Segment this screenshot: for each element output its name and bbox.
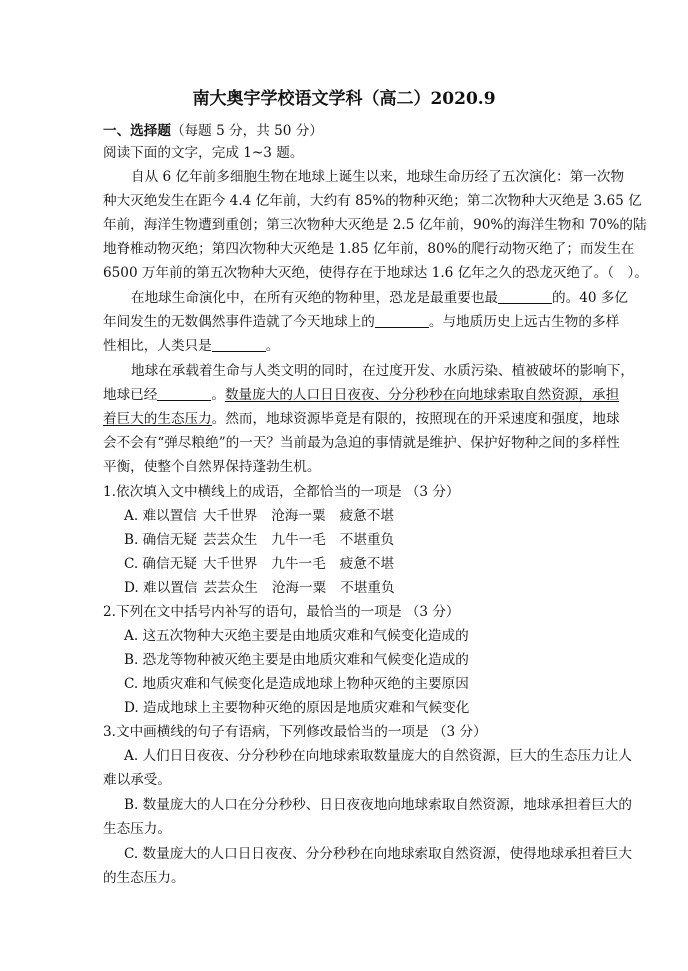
passage-p2-line: 性相比，人类只是 。 bbox=[103, 338, 280, 354]
fill-blank bbox=[375, 313, 429, 328]
question-3-option: B. 数量庞大的人口在分分秒秒、日日夜夜地向地球索取自然资源，地球承担着巨大的 bbox=[124, 797, 633, 813]
passage-p1-line: 地脊椎动物灭绝；第四次物种大灭绝是 1.85 亿年前，80%的爬行动物灭绝了；而发生在 bbox=[103, 241, 635, 257]
passage-p1-line: 自从 6 亿年前多细胞生物在地球上诞生以来，地球生命历经了五次演化：第一次物 bbox=[131, 169, 625, 185]
section-note: （每题 5 分，共 50 分） bbox=[170, 123, 323, 139]
question-2-option: B. 恐龙等物种被灭绝主要是由地质灾难和气候变化造成的 bbox=[124, 652, 469, 668]
section-heading bbox=[103, 121, 323, 141]
question-3-option: C. 数量庞大的人口日日夜夜、分分秒秒在向地球索取自然资源，使得地球承担着巨大 bbox=[124, 846, 632, 862]
question-3-option-cont: 生态压力。 bbox=[103, 821, 171, 837]
exam-title: 南大奥宇学校语文学科（高二）2020.9 bbox=[192, 89, 496, 109]
passage-p1-line: 种大灭绝发生在距今 4.4 亿年前，大约有 85%的物种灭绝；第二次物种大灭绝是 3.65 亿 bbox=[103, 193, 642, 209]
question-1-option: B. 确信无疑 芸芸众生 九牛一毛 不堪重负 bbox=[124, 532, 395, 548]
question-3-stem: 3.文中画横线的句子有语病，下列修改最恰当的一项是 （3 分） bbox=[103, 724, 487, 740]
fill-blank bbox=[498, 289, 552, 304]
question-1-option: A. 难以置信 大千世界 沧海一粟 疲惫不堪 bbox=[124, 508, 394, 524]
passage-p3-line: 着巨大的生态压力。然而，地球资源毕竟是有限的，按照现在的开采速度和强度，地球 bbox=[103, 411, 620, 427]
question-3-option: A. 人们日日夜夜、分分秒秒在向地球索取数量庞大的自然资源，巨大的生态压力让人 bbox=[124, 748, 632, 764]
passage-p3-line: 会不会有“弹尽粮绝”的一天？当前最为急迫的事情就是维护、保护好物种之间的多样性 bbox=[103, 435, 620, 451]
underlined-sentence: 数量庞大的人口日日夜夜、分分秒秒在向地球索取自然资源，承担 bbox=[224, 387, 620, 403]
passage-p2-line: 年间发生的无数偶然事件造就了今天地球上的 。与地质历史上远古生物的多样 bbox=[103, 314, 620, 330]
passage-p3-line: 地球在承载着生命与人类文明的同时，在过度开发、水质污染、植被破坏的影响下， bbox=[131, 363, 634, 379]
reading-instruction: 阅读下面的文字，完成 1~3 题。 bbox=[103, 145, 304, 161]
question-1-option: D. 难以置信 芸芸众生 沧海一粟 不堪重负 bbox=[124, 580, 395, 596]
question-2-option: D. 造成地球上主要物种灭绝的原因是地质灾难和气候变化 bbox=[124, 700, 470, 716]
fill-blank bbox=[157, 386, 211, 401]
question-3-option-cont: 的生态压力。 bbox=[103, 870, 185, 886]
passage-p1-line: 6500 万年前的第五次物种大灭绝，使得存在于地球达 1.6 亿年之久的恐龙灭绝了。（ ）。 bbox=[103, 265, 648, 281]
question-1-option: C. 确信无疑 大千世界 九牛一毛 疲惫不堪 bbox=[124, 556, 395, 572]
section-label: 一、选择题 bbox=[103, 123, 171, 139]
passage-p2-line: 在地球生命演化中，在所有灭绝的物种里，恐龙是最重要也最 的。40 多亿 bbox=[131, 290, 629, 306]
passage-p1-line: 年前，海洋生物遭到重创；第三次物种大灭绝是 2.5 亿年前，90%的海洋生物和 70%的陆 bbox=[103, 217, 647, 233]
question-2-option: C. 地质灾难和气候变化是造成地球上物种灭绝的主要原因 bbox=[124, 676, 469, 692]
question-3-option-cont: 难以承受。 bbox=[103, 772, 171, 788]
question-1-stem: 1.依次填入文中横线上的成语，全都恰当的一项是 （3 分） bbox=[103, 484, 460, 500]
passage-p3-line: 平衡，使整个自然界保持蓬勃生机。 bbox=[103, 459, 321, 475]
question-2-stem: 2.下列在文中括号内补写的语句，最恰当的一项是 （3 分） bbox=[103, 604, 460, 620]
fill-blank bbox=[212, 337, 266, 352]
passage-p3-line: 地球已经 。数量庞大的人口日日夜夜、分分秒秒在向地球索取自然资源，承担 bbox=[103, 387, 620, 403]
question-2-option: A. 这五次物种大灭绝主要是由地质灾难和气候变化造成的 bbox=[124, 628, 469, 644]
underlined-sentence: 着巨大的生态压力 bbox=[103, 411, 212, 427]
